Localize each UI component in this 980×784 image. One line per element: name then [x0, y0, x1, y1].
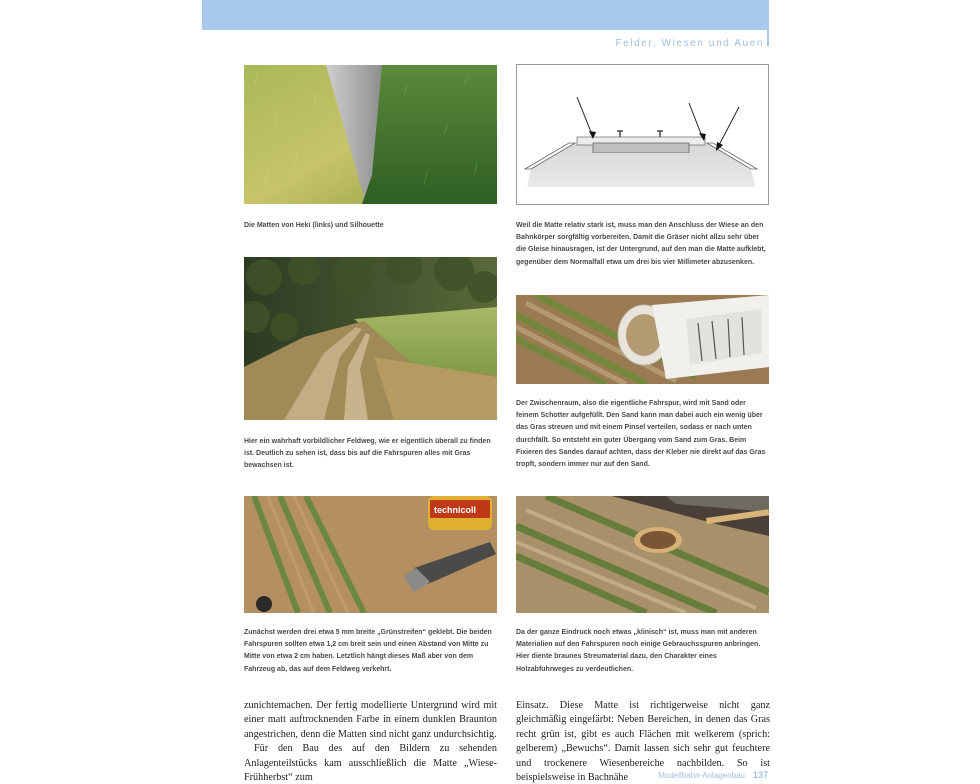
page-number: 137: [752, 770, 768, 780]
page-footer: [658, 770, 768, 780]
glue-brand-label: technicoll: [434, 505, 477, 515]
photo-sand-bottle: [516, 295, 769, 384]
body-paragraph: Einsatz. Diese Matte ist richtigerweise nicht ganz gleichmäßig eingefärbt: Neben Bereichen, in denen das Gras recht grün ist, gibt es auch Flächen mit welkerem (sprich: gelberem) „Bewuchs“. Damit lassen sich sehr gut feuchtere und trockenere Wiesenbereiche nachbilden. So ist beispielsweise in Bachnähe: [516, 700, 770, 784]
photo-spoon-scatter: [516, 496, 769, 613]
photo-field-path: [244, 257, 497, 420]
caption-cross-section: Weil die Matte relativ stark ist, muss man den Anschluss der Wiese an den Bahnkörper sorgfältig vorbereiten. Damit die Gräser nicht allzu sehr über die Gleise hinausragen, ist der Untergrund, auf den man die Matte aufklebt, gegenüber dem Normalfall etwa um drei bis vier Millimeter abzusenken.: [516, 222, 766, 266]
photo-green-strips: [244, 496, 497, 613]
header-rule: [767, 0, 769, 46]
body-paragraph: Für den Bau des auf den Bildern zu sehenden Anlagenteilstücks kam ausschließlich die Matte „Wiese-Frühherbst“ zum: [244, 743, 497, 784]
footer-title: Modellbahn-Anlagenbau: [658, 771, 745, 780]
body-paragraph: zunichtemachen. Der fertig modellierte Untergrund wird mit einer matt auftrocknenden Farbe in einem dunklen Braunton angestrichen, denn die Matten sind nicht ganz undurchsichtig.: [244, 700, 497, 740]
photo-grass-mats: [244, 65, 497, 204]
caption-green-strips: Zunächst werden drei etwa 5 mm breite „Grünstreifen“ geklebt. Die beiden Fahrspuren sollten etwa 1,2 cm breit sein und einen Abstand von Mitte zu Mitte von etwa 2 cm haben. Letztlich hängt dieses Maß aber von dem Fahrzeug ab, das auf dem Feldweg verkehrt.: [244, 629, 492, 673]
diagram-cross-section: [516, 64, 769, 205]
caption-sand-fill: Der Zwischenraum, also die eigentliche Fahrspur, wird mit Sand oder feinem Schotter aufgefüllt. Den Sand kann man dabei auch ein wenig über das Gras streuen und mit einem Pinsel verteilen, sodass er nach unten durchfällt. So entsteht ein guter Übergang vom Sand zum Gras. Beim Fixieren des Sandes darauf achten, dass der Kleber nie direkt auf das Gras tropft, sondern immer nur auf den Sand.: [516, 400, 766, 469]
body-column-left: [244, 699, 497, 784]
running-head: Felder, Wiesen und Auen: [615, 38, 764, 49]
caption-field-path: Hier ein wahrhaft vorbildlicher Feldweg, wie er eigentlich überall zu finden ist. Deutlich zu sehen ist, dass bis auf die Fahrspuren alles mit Gras bewachsen ist.: [244, 438, 491, 470]
caption-grass-mats: Die Matten von Heki (links) und Silhouette: [244, 222, 384, 229]
caption-spoon-scatter: Da der ganze Eindruck noch etwas „klinisch“ ist, muss man mit anderen Materialien auf den Fahrspuren noch einige Gebrauchsspuren anbringen. Hier diente braunes Streumaterial dazu, den Charakter eines Holzabfuhrweges zu verdeutlichen.: [516, 629, 761, 673]
header-band: [202, 0, 767, 30]
